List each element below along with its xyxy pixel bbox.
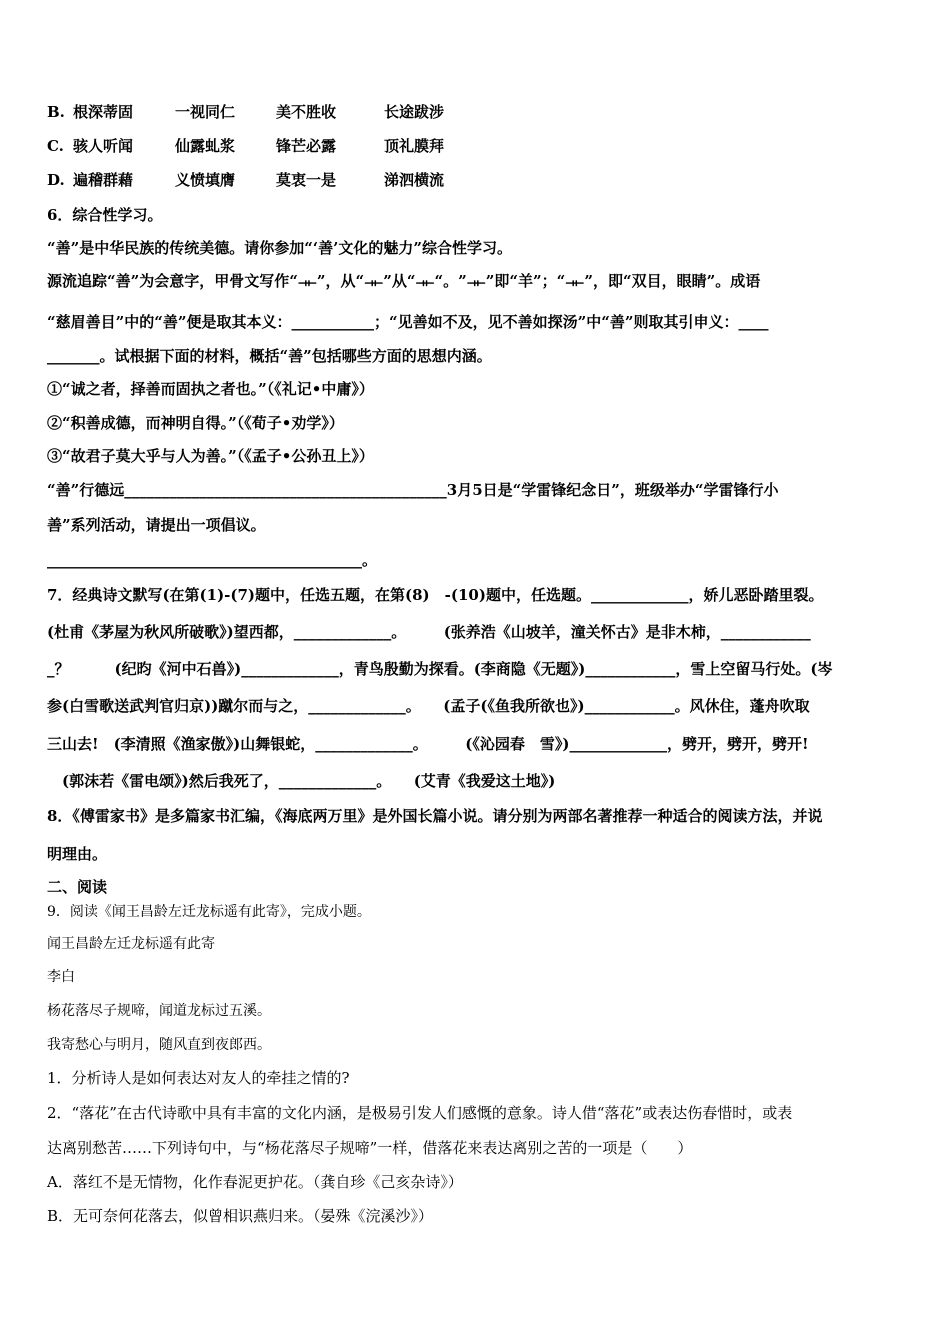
option-item: 义愤填膺 — [175, 171, 236, 189]
question-6-line: 善”系列活动，请提出一项倡议。 — [47, 516, 266, 534]
question-7-line: (杜甫《茅屋为秋风所破歌》)望西都，_____________。 (张养浩《山坡羊，潼关怀古》是非木柿，____________ — [47, 623, 811, 641]
quote-item: ③“故君子莫大乎与人为善。”（《孟子•公孙丑上》） — [47, 447, 374, 465]
option-item: 遍稽群藉 — [73, 171, 134, 189]
question-8-line: 8．《傅雷家书》是多篇家书汇编，《海底两万里》是外国长篇小说。请分别为两部名著推荐一种适合的阅读方法，并说 — [47, 807, 823, 825]
question-7-line: 7．经典诗文默写(在第(1)-(7)题中，任选五题，在第(8) -(10)题中，任选题。_____________，娇儿恶卧踏里裂。 — [47, 586, 824, 604]
sub-question-2: 达离别愁苦……下列诗句中，与“杨花落尽子规啼”一样，借落花来表达离别之苦的一项是（ ） — [47, 1139, 693, 1157]
question-6-line: “慈眉善目”中的“善”便是取其本义：___________；“见善如不及，见不善如探汤”中“善”则取其引申义：____ — [47, 313, 769, 331]
poem-verse: 杨花落尽子规啼，闻道龙标过五溪。 — [47, 1003, 271, 1019]
option-item: 美不胜收 — [276, 103, 337, 121]
question-8-line: 明理由。 — [47, 845, 108, 863]
poem-author: 李白 — [47, 969, 75, 985]
option-item: 莫衷一是 — [276, 171, 337, 189]
question-7-line: 参(白雪歌送武判官归京))蹴尔而与之，_____________。 (孟子(《鱼我所欲也》)____________。风休住，蓬舟吹取 — [47, 697, 810, 715]
sub-question-1: 1．分析诗人是如何表达对友人的牵挂之情的? — [47, 1069, 350, 1087]
poem-verse: 我寄愁心与明月，随风直到夜郎西。 — [47, 1037, 271, 1053]
answer-blank: __________________________________________。 — [47, 551, 378, 569]
question-6-intro: “善”是中华民族的传统美德。请你参加“‘善’文化的魅力”综合性学习。 — [47, 239, 512, 257]
poem-title: 闻王昌龄左迁龙标遥有此寄 — [47, 936, 215, 952]
question-9-title: 9．阅读《闻王昌龄左迁龙标遥有此寄》，完成小题。 — [47, 904, 371, 920]
question-6-title: 6．综合性学习。 — [47, 206, 163, 224]
question-7-line: 三山去! (李清照《渔家傲》)山舞银蛇，_____________。 (《沁园春 雪》)_____________，劈开，劈开，劈开! — [47, 735, 809, 753]
question-6-line: 源流追踪“善”为会意字，甲骨文写作“𐦔”，从“𐦔”从“𐦔”。“𐦔”即“羊”；“𐦔”，即“双目，眼睛”。成语 — [47, 272, 761, 290]
option-item: 长途跋涉 — [384, 103, 445, 121]
sub-question-2: 2．“落花”在古代诗歌中具有丰富的文化内涵，是极易引发人们感慨的意象。诗人借“落花”或表达伤春惜时，或表 — [47, 1104, 793, 1122]
option-letter: B. — [47, 103, 65, 121]
option-item: 涕泗横流 — [384, 171, 445, 189]
option-item: 骇人听闻 — [73, 137, 134, 155]
option-letter: D. — [47, 171, 65, 189]
option-item: 根深蒂固 — [73, 103, 134, 121]
option-item: 一视同仁 — [175, 103, 236, 121]
section-heading: 二、阅读 — [47, 878, 108, 896]
option-item: 锋芒必露 — [276, 137, 337, 155]
choice-b: B．无可奈何花落去，似曾相识燕归来。（晏殊《浣溪沙》） — [47, 1207, 434, 1225]
quote-item: ②“积善成德，而神明自得。”（《荀子•劝学》） — [47, 414, 344, 432]
question-7-line: (郭沫若《雷电颂》)然后我死了，_____________。 (艾青《我爱这土地》) — [47, 772, 556, 790]
option-item: 顶礼膜拜 — [384, 137, 445, 155]
choice-a: A．落红不是无情物，化作春泥更护花。（龚自珍《己亥杂诗》） — [47, 1173, 463, 1191]
question-6-line: _______。试根据下面的材料，概括“善”包括哪些方面的思想内涵。 — [47, 347, 492, 365]
question-7-line: _？ (纪昀《河中石兽》)_____________，青鸟殷勤为探看。(李商隐《无题》)____________，雪上空留马行处。(岑 — [47, 660, 833, 678]
question-6-line: “善”行德远___________________________________________3月5日是“学雷锋纪念日”，班级举办“学雷锋行小 — [47, 481, 779, 499]
quote-item: ①“诚之者，择善而固执之者也。”（《礼记•中庸》） — [47, 380, 374, 398]
option-letter: C. — [47, 137, 64, 155]
option-item: 仙露虬浆 — [175, 137, 236, 155]
